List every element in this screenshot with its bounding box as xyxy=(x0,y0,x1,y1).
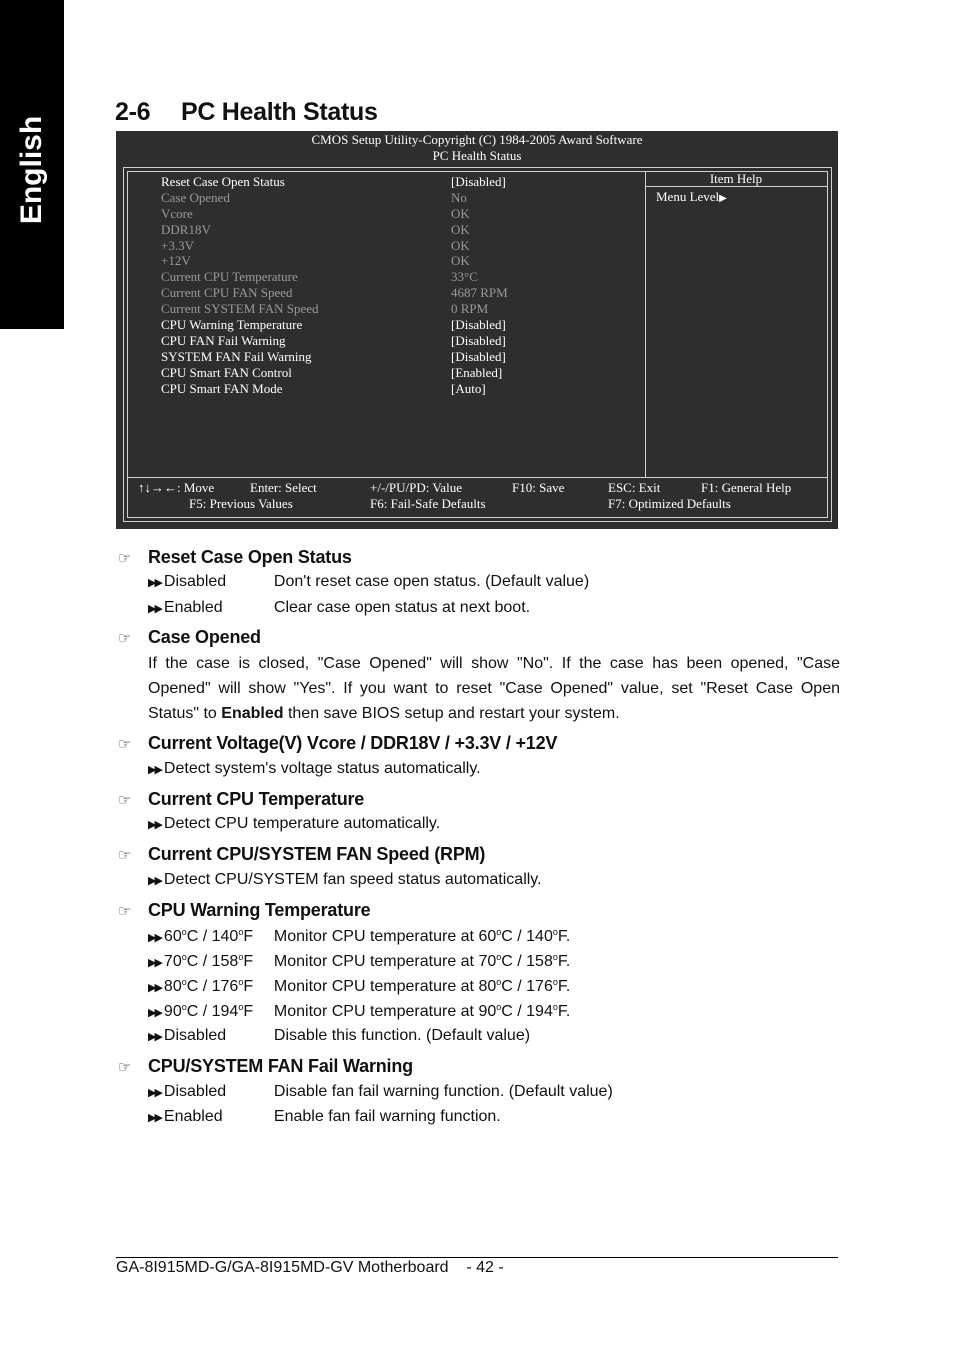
option-item: ▶▶ 90$^o$C / 194$^o$F Monitor CPU temperature at 90$^o$C / 194$^o$F. xyxy=(148,1002,571,1020)
bios-setting-name: +12V xyxy=(161,253,191,269)
key-save: F10: Save xyxy=(512,480,565,495)
section-number: 2-6 xyxy=(115,98,151,126)
pointing-hand-icon: ☞ xyxy=(118,736,132,753)
pointing-hand-icon: ☞ xyxy=(118,1059,132,1076)
bios-setting-name: Vcore xyxy=(161,205,193,221)
bios-setting-row[interactable] xyxy=(161,333,561,349)
bios-setting-value: OK xyxy=(451,253,470,269)
option-item: ▶▶ Disabled Disable this function. (Default value) xyxy=(148,1027,531,1044)
double-arrow-icon: ▶▶ xyxy=(148,1112,161,1124)
bios-screenshot xyxy=(116,131,838,529)
option-item: ▶▶ Enabled Enable fan fail warning function. xyxy=(148,1108,501,1125)
bios-setting-value: [Auto] xyxy=(451,380,486,396)
bios-setting-name: Current SYSTEM FAN Speed xyxy=(161,301,319,317)
bios-setting-name: CPU Smart FAN Control xyxy=(161,364,292,380)
key-move: ↑↓→←: Move xyxy=(138,480,215,495)
bios-setting-value: OK xyxy=(451,237,470,253)
section-current-voltage: ☞ Current Voltage(V) Vcore / DDR18V / +3.3V / +12V xyxy=(118,733,558,753)
page-title xyxy=(115,98,378,127)
double-arrow-icon: ▶▶ xyxy=(148,819,161,831)
bios-setting-name: Current CPU Temperature xyxy=(161,269,298,285)
bios-setting-name: Reset Case Open Status xyxy=(161,174,285,189)
double-arrow-icon: ▶▶ xyxy=(148,603,161,615)
bios-setting-value: [Enabled] xyxy=(451,364,503,380)
bios-setting-value: 33°C xyxy=(451,269,478,285)
section-case-opened: ☞ Case Opened xyxy=(118,627,261,647)
bios-setting-row[interactable] xyxy=(161,206,561,222)
pointing-hand-icon: ☞ xyxy=(118,630,132,647)
bios-setting-value: No xyxy=(451,189,467,205)
bios-setting-row[interactable] xyxy=(161,174,561,190)
case-opened-description: If the case is closed, "Case Opened" will show "No". If the case has been opened, "Case Opened" will show "Yes". If you want to reset "Case Opened" value, set "Reset Case Open Status" to Enabled then save BIOS setup and restart your system. xyxy=(148,655,840,722)
option-item: ▶▶ Detect CPU temperature automatically. xyxy=(148,815,441,832)
bios-setting-name: SYSTEM FAN Fail Warning xyxy=(161,348,312,364)
bios-setting-name: CPU Smart FAN Mode xyxy=(161,380,283,396)
bios-frame xyxy=(123,167,832,522)
section-fan-speed: ☞ Current CPU/SYSTEM FAN Speed (RPM) xyxy=(118,844,486,864)
section-fan-fail-warning: ☞ CPU/SYSTEM FAN Fail Warning xyxy=(118,1056,413,1076)
section-current-cpu-temperature: ☞ Current CPU Temperature xyxy=(118,789,365,809)
double-arrow-icon: ▶▶ xyxy=(148,577,161,589)
double-arrow-icon: ▶▶ xyxy=(148,957,161,969)
bios-setting-value: OK xyxy=(451,221,470,237)
option-item: ▶▶ Detect system's voltage status automatically. xyxy=(148,760,481,777)
bios-setting-name: +3.3V xyxy=(161,237,194,253)
option-item: ▶▶ Enabled Clear case open status at next boot. xyxy=(148,599,531,616)
option-item: ▶▶ 80$^o$C / 176$^o$F Monitor CPU temperature at 80$^o$C / 176$^o$F. xyxy=(148,977,571,995)
bios-setting-row[interactable] xyxy=(161,285,561,301)
bios-setting-row[interactable] xyxy=(161,301,561,317)
menu-level: Menu Level▶ xyxy=(656,189,727,204)
bios-setting-name: DDR18V xyxy=(161,221,211,237)
bios-setting-name: CPU FAN Fail Warning xyxy=(161,332,286,348)
double-arrow-icon: ▶▶ xyxy=(148,1031,161,1043)
key-help: F1: General Help xyxy=(701,480,792,495)
bios-setting-row[interactable] xyxy=(161,365,561,381)
double-arrow-icon: ▶▶ xyxy=(148,1087,161,1099)
bios-setting-row[interactable] xyxy=(161,190,561,206)
key-previous: F5: Previous Values xyxy=(189,496,293,511)
option-item: ▶▶ Disabled Disable fan fail warning function. (Default value) xyxy=(148,1083,613,1100)
key-exit: ESC: Exit xyxy=(608,480,661,495)
footer-rule xyxy=(116,1257,838,1258)
bios-setting-row[interactable] xyxy=(161,349,561,365)
double-arrow-icon: ▶▶ xyxy=(148,982,161,994)
pointing-hand-icon: ☞ xyxy=(118,792,132,809)
key-enter: Enter: Select xyxy=(250,480,317,495)
double-arrow-icon: ▶▶ xyxy=(148,764,161,776)
bios-setting-name: CPU Warning Temperature xyxy=(161,317,303,333)
section-title: PC Health Status xyxy=(181,98,378,126)
key-value: +/-/PU/PD: Value xyxy=(370,480,462,495)
double-arrow-icon: ▶▶ xyxy=(148,932,161,944)
bios-setting-row[interactable] xyxy=(161,381,561,397)
bios-setting-row[interactable] xyxy=(161,317,561,333)
bios-setting-value: [Disabled] xyxy=(451,332,506,348)
pointing-hand-icon: ☞ xyxy=(118,847,132,864)
section-cpu-warning-temperature: ☞ CPU Warning Temperature xyxy=(118,900,371,920)
bios-setting-list xyxy=(161,174,561,396)
pointing-hand-icon: ☞ xyxy=(118,550,132,567)
bios-setting-value: [Disabled] xyxy=(451,317,506,333)
bios-setting-row[interactable] xyxy=(161,253,561,269)
double-arrow-icon: ▶▶ xyxy=(148,875,161,887)
bios-setting-value: 0 RPM xyxy=(451,301,489,317)
double-arrow-icon: ▶▶ xyxy=(148,1007,161,1019)
bios-setting-row[interactable] xyxy=(161,222,561,238)
option-item: ▶▶ Detect CPU/SYSTEM fan speed status automatically. xyxy=(148,871,542,888)
bios-page-name: PC Health Status xyxy=(432,147,522,163)
bios-setting-name: Current CPU FAN Speed xyxy=(161,285,293,301)
bios-setting-value: OK xyxy=(451,205,470,221)
option-item: ▶▶ 70$^o$C / 158$^o$F Monitor CPU temperature at 70$^o$C / 158$^o$F. xyxy=(148,952,571,970)
language-tab xyxy=(0,0,64,329)
item-help-header: Item Help xyxy=(645,172,827,187)
pointing-hand-icon: ☞ xyxy=(118,903,132,920)
bios-setting-value: [Disabled] xyxy=(451,348,506,364)
option-item: ▶▶ Disabled Don't reset case open status. (Default value) xyxy=(148,573,590,590)
key-failsafe: F6: Fail-Safe Defaults xyxy=(370,496,486,511)
option-item: ▶▶ 60$^o$C / 140$^o$F Monitor CPU temperature at 60$^o$C / 140$^o$F. xyxy=(148,927,571,945)
bios-setting-value: [Disabled] xyxy=(451,174,506,189)
triangle-right-icon: ▶ xyxy=(719,193,727,204)
bios-copyright: CMOS Setup Utility-Copyright (C) 1984-2005 Award Software xyxy=(311,132,643,147)
bios-setting-row[interactable] xyxy=(161,238,561,254)
page-footer: GA-8I915MD-G/GA-8I915MD-GV Motherboard - 42 - xyxy=(116,1259,504,1276)
section-reset-case-open: ☞ Reset Case Open Status xyxy=(118,547,352,567)
bios-setting-value: 4687 RPM xyxy=(451,285,508,301)
bios-setting-row[interactable] xyxy=(161,269,561,285)
bios-setting-name: Case Opened xyxy=(161,189,230,205)
language-tab-label: English xyxy=(15,115,48,225)
key-optimized: F7: Optimized Defaults xyxy=(608,496,731,511)
